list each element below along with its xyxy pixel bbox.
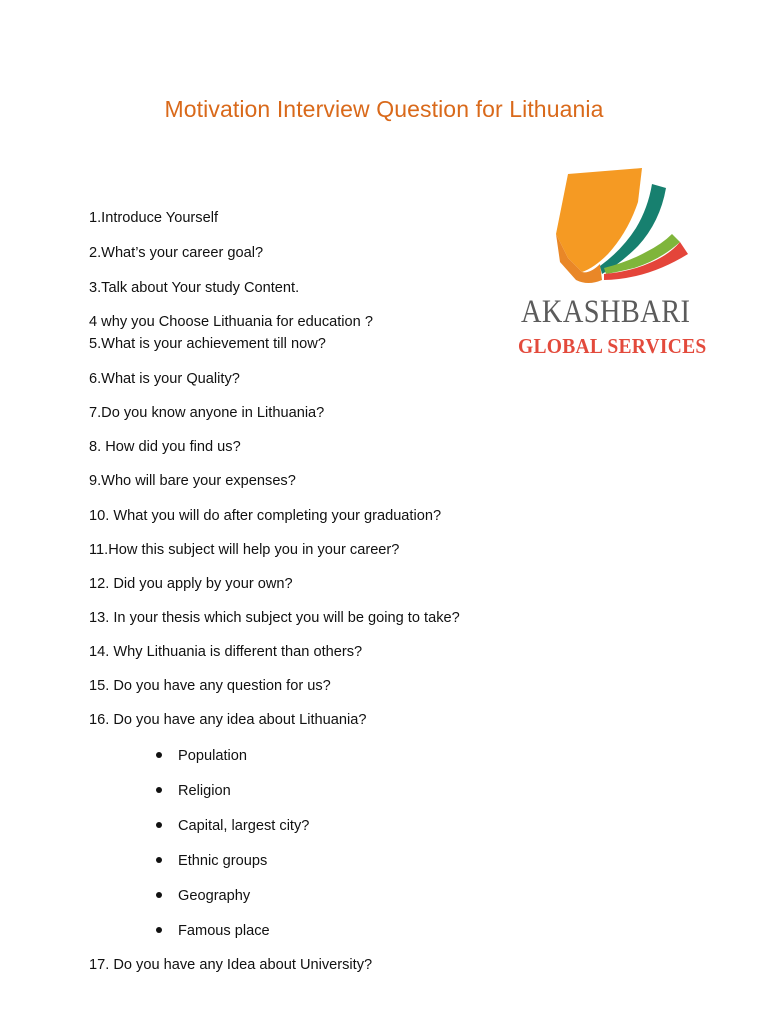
question-13: 13. In your thesis which subject you will be going to take? [89, 610, 460, 626]
bullet-icon [156, 787, 162, 793]
list-item [156, 817, 309, 835]
list-item [156, 922, 270, 940]
list-item [156, 747, 247, 765]
topic-label: Capital, largest city? [178, 818, 310, 834]
question-17: 17. Do you have any Idea about University? [89, 957, 373, 973]
list-item [156, 852, 267, 870]
bullet-icon [156, 892, 162, 898]
topic-label: Famous place [178, 923, 270, 939]
topic-label: Geography [178, 888, 251, 904]
question-3: 3.Talk about Your study Content. [89, 280, 300, 296]
question-6: 6.What is your Quality? [89, 371, 240, 387]
logo-orange-page [556, 168, 642, 272]
question-4: 4 why you Choose Lithuania for education ? [89, 314, 373, 330]
topic-label: Population [178, 748, 247, 764]
question-2: 2.What’s your career goal? [89, 245, 264, 261]
question-10: 10. What you will do after completing your graduation? [89, 508, 442, 524]
question-15: 15. Do you have any question for us? [89, 678, 331, 694]
topic-label: Ethnic groups [178, 853, 268, 869]
question-14: 14. Why Lithuania is different than others? [89, 644, 363, 660]
question-16: 16. Do you have any idea about Lithuania? [89, 712, 367, 728]
question-12: 12. Did you apply by your own? [89, 576, 293, 592]
bullet-icon [156, 857, 162, 863]
page-title: Motivation Interview Question for Lithuania [164, 96, 604, 122]
question-7: 7.Do you know anyone in Lithuania? [89, 405, 325, 421]
list-item [156, 887, 250, 905]
akashbari-logo-icon [510, 162, 730, 362]
question-11: 11.How this subject will help you in your career? [89, 542, 400, 558]
bullet-icon [156, 822, 162, 828]
question-1: 1.Introduce Yourself [89, 210, 219, 226]
logo-name: AKASHBARI [520, 294, 691, 330]
question-8: 8. How did you find us? [89, 439, 241, 455]
list-item [156, 782, 231, 800]
bullet-icon [156, 752, 162, 758]
bullet-icon [156, 927, 162, 933]
logo-tagline: GLOBAL SERVICES [518, 334, 707, 358]
topic-label: Religion [178, 783, 231, 799]
question-9: 9.Who will bare your expenses? [89, 473, 296, 489]
question-5: 5.What is your achievement till now? [89, 336, 326, 352]
